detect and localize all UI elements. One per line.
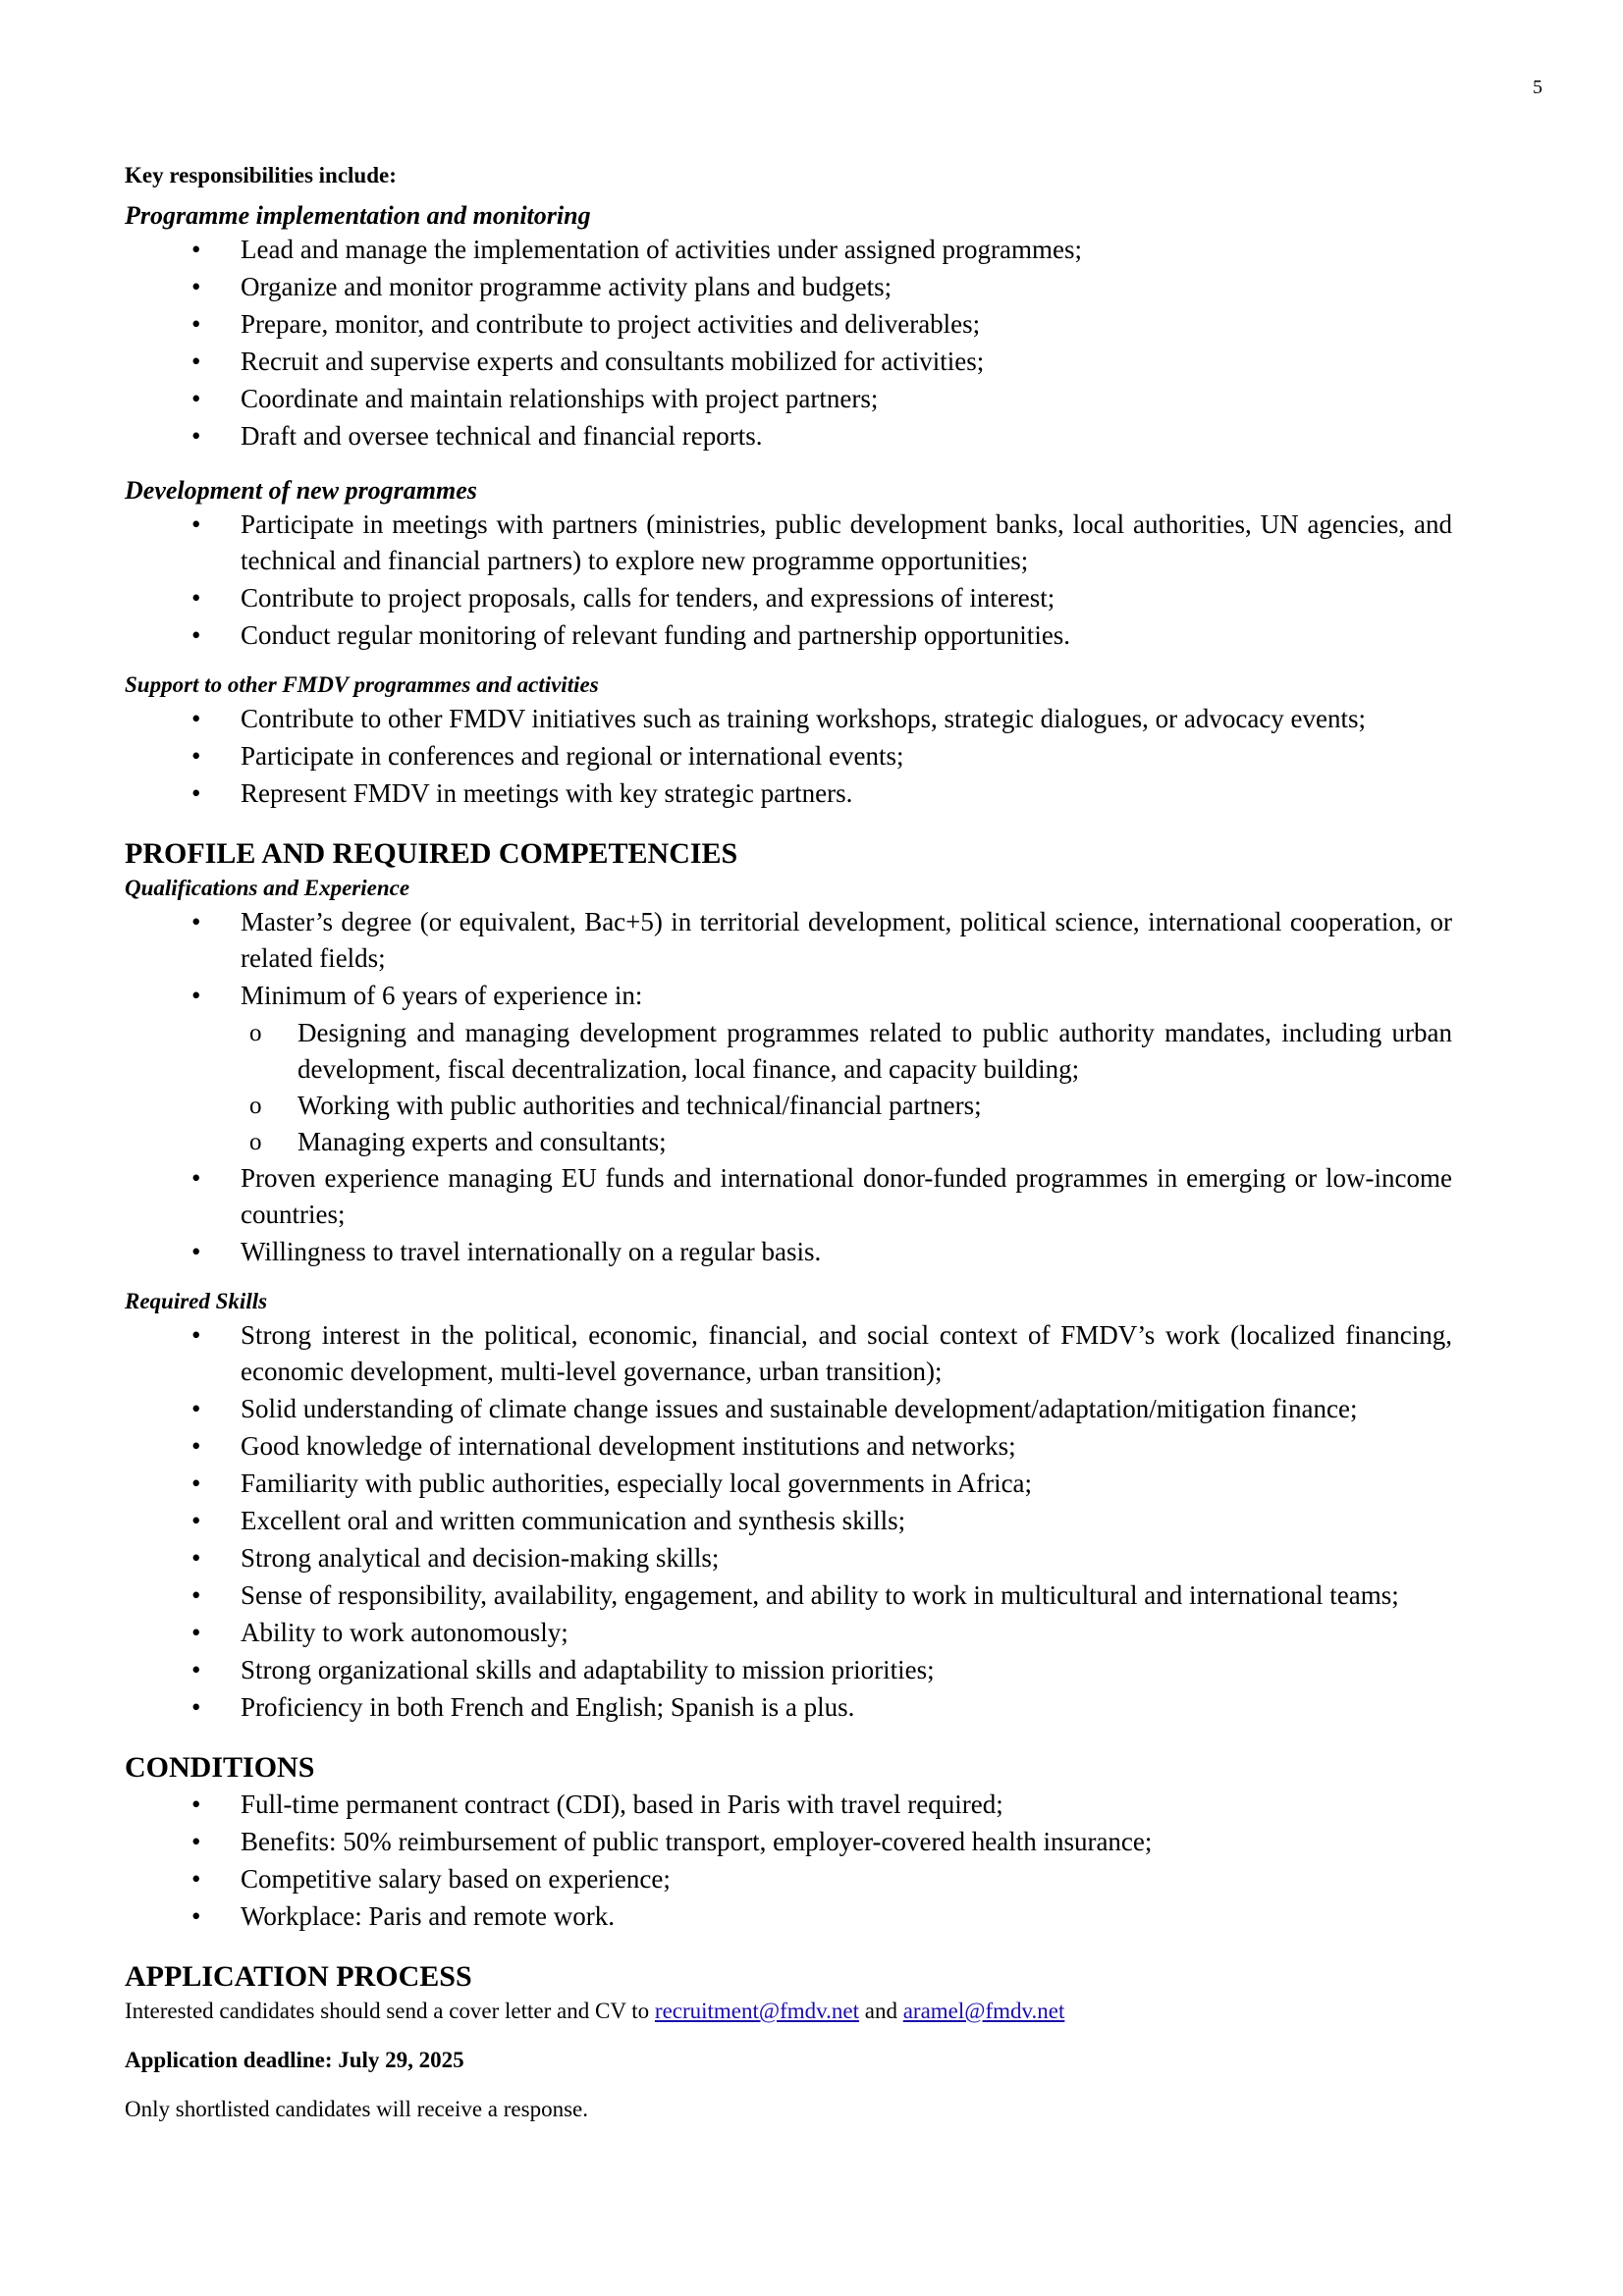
qualifications-list xyxy=(125,904,1452,1014)
profile-title: PROFILE AND REQUIRED COMPETENCIES xyxy=(125,837,738,870)
support-list xyxy=(125,701,1452,812)
list-item: • Represent FMDV in meetings with key strategic partners. xyxy=(125,775,1452,812)
recruitment-email-link[interactable]: recruitment@fmdv.net xyxy=(654,1999,859,2023)
list-item: • Excellent oral and written communication and synthesis skills; xyxy=(125,1503,1452,1539)
list-item: • Full-time permanent contract (CDI), based in Paris with travel required; xyxy=(125,1787,1452,1823)
key-responsibilities-heading: Key responsibilities include: xyxy=(125,163,397,187)
application-intro: Interested candidates should send a cover letter and CV to xyxy=(125,1999,655,2023)
sub-list-item: o Managing experts and consultants; xyxy=(125,1124,1452,1160)
list-item: • Proven experience managing EU funds and international donor-funded programmes in emerging or low-income countries; xyxy=(125,1160,1452,1233)
implementation-heading: Programme implementation and monitoring xyxy=(125,201,591,230)
conditions-title: CONDITIONS xyxy=(125,1751,315,1784)
list-item: • Participate in meetings with partners (ministries, public development banks, local authorities, UN agencies, and technical and financial partners) to explore new programme opportunities; xyxy=(125,507,1452,579)
application-title: APPLICATION PROCESS xyxy=(125,1960,472,1993)
list-item: • Good knowledge of international development institutions and networks; xyxy=(125,1428,1452,1465)
experience-intro: Minimum of 6 years of experience in: xyxy=(241,981,643,1010)
list-item: • Recruit and supervise experts and consultants mobilized for activities; xyxy=(125,344,1452,380)
page-content xyxy=(125,160,1452,2125)
list-item: • Contribute to other FMDV initiatives such as training workshops, strategic dialogues, or advocacy events; xyxy=(125,701,1452,737)
implementation-list xyxy=(125,232,1452,454)
application-instructions xyxy=(125,1996,1452,2027)
sub-list-item: o Designing and managing development programmes related to public authority mandates, including urban development, fiscal decentralization, local finance, and capacity building; xyxy=(125,1015,1452,1088)
list-item: • Participate in conferences and regional or international events; xyxy=(125,738,1452,774)
list-item: • Benefits: 50% reimbursement of public transport, employer-covered health insurance; xyxy=(125,1824,1452,1860)
list-item: • Strong analytical and decision-making skills; xyxy=(125,1540,1452,1576)
support-heading: Support to other FMDV programmes and activities xyxy=(125,672,599,697)
list-item: • Workplace: Paris and remote work. xyxy=(125,1898,1452,1935)
application-deadline: Application deadline: July 29, 2025 xyxy=(125,2048,464,2072)
list-item: • Contribute to project proposals, calls for tenders, and expressions of interest; xyxy=(125,580,1452,616)
list-item xyxy=(125,978,1452,1014)
skills-heading: Required Skills xyxy=(125,1289,268,1313)
aramel-email-link[interactable]: aramel@fmdv.net xyxy=(902,1999,1065,2023)
list-item: • Competitive salary based on experience; xyxy=(125,1861,1452,1897)
and-text: and xyxy=(859,1999,903,2023)
list-item: • Strong interest in the political, economic, financial, and social context of FMDV’s work (localized financing, economic development, multi-level governance, urban transition); xyxy=(125,1317,1452,1390)
list-item: • Prepare, monitor, and contribute to project activities and deliverables; xyxy=(125,306,1452,343)
conditions-list xyxy=(125,1787,1452,1935)
qualifications-list-continued xyxy=(125,1160,1452,1270)
list-item: • Proficiency in both French and English; Spanish is a plus. xyxy=(125,1689,1452,1726)
experience-sublist xyxy=(125,1015,1452,1160)
list-item: • Master’s degree (or equivalent, Bac+5) in territorial development, political science, international cooperation, or related fields; xyxy=(125,904,1452,977)
list-item: • Ability to work autonomously; xyxy=(125,1615,1452,1651)
list-item: • Organize and monitor programme activity plans and budgets; xyxy=(125,269,1452,305)
qualifications-heading: Qualifications and Experience xyxy=(125,876,410,900)
list-item: • Coordinate and maintain relationships with project partners; xyxy=(125,381,1452,417)
list-item: • Solid understanding of climate change issues and sustainable development/adaptation/mitigation finance; xyxy=(125,1391,1452,1427)
list-item: • Conduct regular monitoring of relevant funding and partnership opportunities. xyxy=(125,617,1452,654)
list-item: • Lead and manage the implementation of activities under assigned programmes; xyxy=(125,232,1452,268)
skills-list xyxy=(125,1317,1452,1726)
list-item: • Sense of responsibility, availability, engagement, and ability to work in multicultural and international teams; xyxy=(125,1577,1452,1614)
development-list xyxy=(125,507,1452,654)
list-item: • Draft and oversee technical and financial reports. xyxy=(125,418,1452,454)
development-heading: Development of new programmes xyxy=(125,476,477,505)
list-item: • Strong organizational skills and adaptability to mission priorities; xyxy=(125,1652,1452,1688)
page-number: 5 xyxy=(1533,77,1542,98)
shortlist-note: Only shortlisted candidates will receive a response. xyxy=(125,2097,588,2121)
sub-list-item: o Working with public authorities and technical/financial partners; xyxy=(125,1088,1452,1124)
list-item: • Willingness to travel internationally on a regular basis. xyxy=(125,1234,1452,1270)
list-item: • Familiarity with public authorities, especially local governments in Africa; xyxy=(125,1466,1452,1502)
